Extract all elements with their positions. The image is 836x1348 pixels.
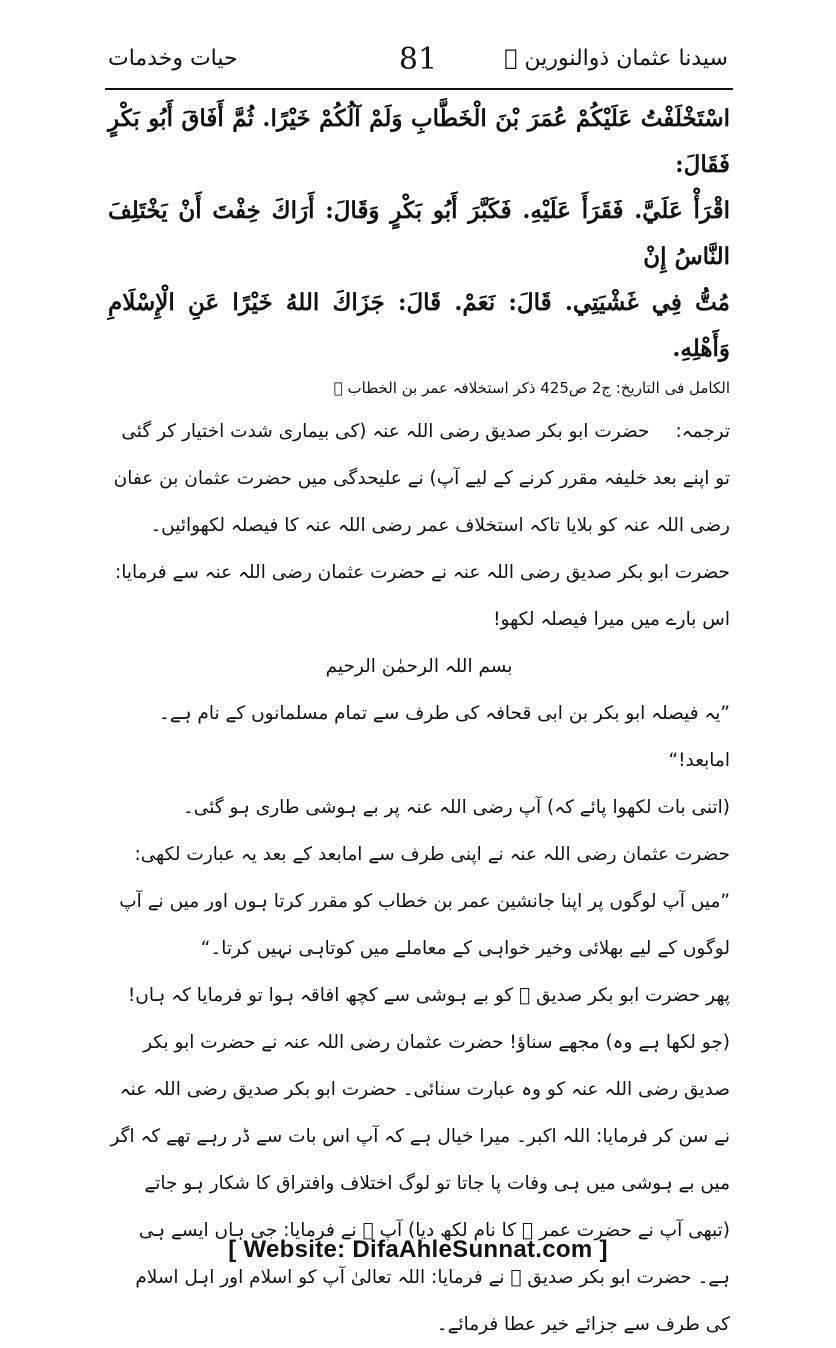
translation-text: حضرت ابو بکر صدیق رضی اللہ عنہ (کی بیماری شدت اختیار کر گئی تو اپنے بعد خلیفہ مقرر کرنے کے لیے آپ) نے علیحدگی میں حضرت عثمان بن عفان رضی اللہ عنہ کو بلایا تاکہ استخلاف عمر رضی اللہ عنہ کا فیصلہ لکھوائیں۔ حضرت ابو بکر صدیق رضی اللہ عنہ نے حضرت عثمان رضی اللہ عنہ سے فرمایا: اس بارے میں میرا فیصلہ لکھو! xyxy=(113,421,730,630)
reference-citation: الکامل فی التاریخ: ج2 ص425 ذکر استخلافہ عمر بن الخطاب ﷜ xyxy=(333,379,730,397)
arabic-line: اسْتَخْلَفْتُ عَلَيْكُمْ عُمَرَ بْنَ الْخَطَّابِ وَلَمْ آلُكُمْ خَيْرًا. ثُمَّ أَفَاقَ أَبُو بَكْرٍ فَقَالَ: xyxy=(108,105,730,178)
website-footer: [ Website: DifaAhleSunnat.com ] xyxy=(228,1236,608,1263)
arabic-line: اقْرَأْ عَلَيَّ. فَقَرَأَ عَلَيْهِ. فَكَبَّرَ أَبُو بَكْرٍ وَقَالَ: أَرَاكَ خِفْتَ أَنْ يَخْتَلِفَ النَّاسُ إِنْ xyxy=(108,197,730,270)
translation-paragraph xyxy=(108,408,730,643)
bismillah: بسم اللہ الرحمٰن الرحیم xyxy=(325,656,513,677)
arabic-line: مُتُّ فِي غَشْيَتِي. قَالَ: نَعَمْ. قَالَ: جَزَاكَ اللهُ خَيْرًا عَنِ الْإِسْلَامِ وَأَهْلِهِ. xyxy=(108,289,730,362)
decree-opening: ”یہ فیصلہ ابو بکر بن ابی قحافہ کی طرف سے تمام مسلمانوں کے نام ہے۔ امابعد!“ xyxy=(159,703,730,771)
fainting-note: (اتنی بات لکھوا پائے کہ) آپ رضی اللہ عنہ پر بے ہوشی طاری ہو گئی۔ xyxy=(182,797,730,818)
closing-paragraph: پھر حضرت ابو بکر صدیق ﷜ کو بے ہوشی سے کچھ افاقہ ہوا تو فرمایا کہ ہاں! (جو لکھا ہے وہ) مجھے سناؤ! حضرت عثمان رضی اللہ عنہ نے حضرت ابو بکر صدیق رضی اللہ عنہ کو وہ عبارت سنائی۔ حضرت ابو بکر صدیق رضی اللہ عنہ نے سن کر فرمایا: اللہ اکبر۔ میرا خیال ہے کہ آپ اس بات سے ڈر رہے تھے کہ اگر میں بے ہوشی میں ہی وفات پا جاتا تو لوگ اختلاف وافتراق کا شکار ہو جاتے (تبھی آپ نے حضرت عمر ﷜ کا نام لکھ دیا) آپ ﷜ نے فرمایا: جی ہاں ایسے ہی ہے۔ حضرت ابو بکر صدیق ﷜ نے فرمایا: اللہ تعالیٰ آپ کو اسلام اور اہل اسلام کی طرف سے جزائے خیر عطا فرمائے۔ xyxy=(110,985,730,1335)
page-content xyxy=(108,96,730,1348)
section-title: حیات وخدمات xyxy=(108,46,238,71)
page-header xyxy=(108,42,728,86)
translation-label: ترجمہ: xyxy=(675,421,730,442)
uthman-writing-note: حضرت عثمان رضی اللہ عنہ نے اپنی طرف سے امابعد کے بعد یہ عبارت لکھی: xyxy=(134,844,730,865)
book-title: سیدنا عثمان ذوالنورین ﷜ xyxy=(504,46,728,71)
decree-quote: ”میں آپ لوگوں پر اپنا جانشین عمر بن خطاب کو مقرر کرتا ہوں اور میں نے آپ لوگوں کے لیے بھلائی وخیر خواہی کے معاملے میں کوتاہی نہیں کرتا۔“ xyxy=(119,891,730,959)
header-divider xyxy=(105,88,733,90)
page-number: 81 xyxy=(398,42,438,77)
